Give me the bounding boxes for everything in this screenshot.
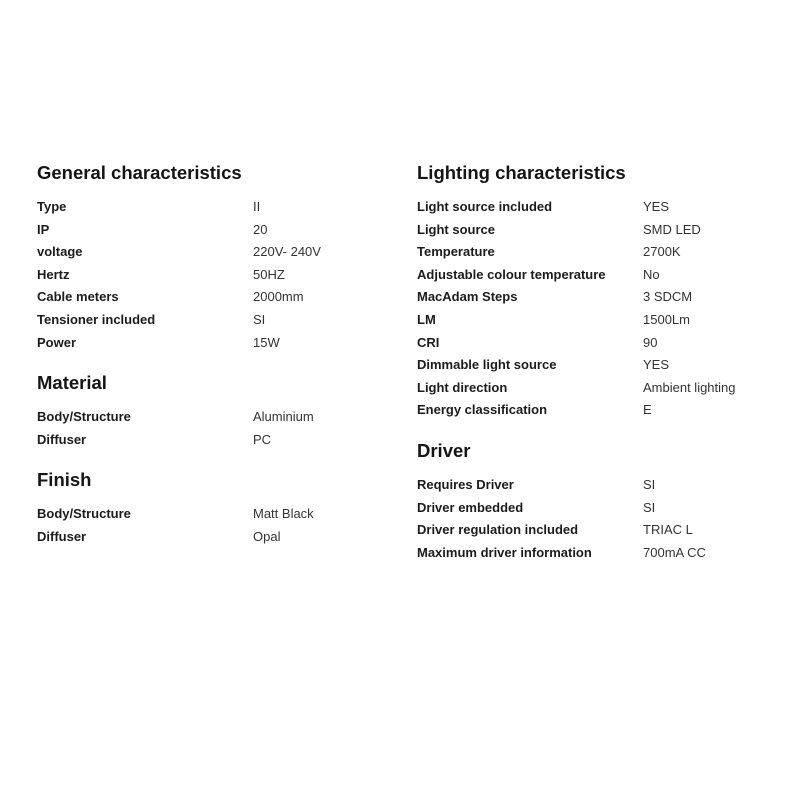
spec-value: YES [643, 199, 670, 214]
spec-label: voltage [37, 244, 83, 260]
spec-label: Light source [417, 221, 496, 237]
spec-label: Light direction [417, 379, 508, 395]
section-title: General characteristics [37, 162, 242, 183]
spec-value: Opal [253, 528, 281, 544]
spec-value: 2700K [643, 244, 681, 260]
spec-value: 90 [643, 334, 658, 350]
spec-label: Type [37, 199, 67, 214]
section-title: Material [37, 372, 107, 394]
spec-label: Power [37, 334, 77, 350]
spec-row [37, 332, 397, 355]
spec-label: MacAdam Steps [417, 289, 518, 305]
spec-value: II [253, 199, 261, 214]
spec-row [417, 309, 787, 332]
spec-row [417, 519, 787, 542]
spec-row [417, 219, 787, 242]
spec-row [37, 241, 397, 264]
spec-row [37, 309, 397, 332]
spec-value: No [643, 266, 660, 282]
spec-label: Energy classification [417, 402, 548, 418]
spec-row [417, 354, 787, 377]
spec-value: E [643, 402, 652, 418]
spec-row [417, 497, 787, 520]
spec-value: Matt Black [253, 506, 314, 522]
spec-label: Hertz [37, 266, 70, 282]
spec-row [37, 264, 397, 287]
spec-value: Ambient lighting [643, 379, 736, 395]
spec-label: Maximum driver information [417, 544, 592, 560]
spec-label: Driver embedded [417, 499, 524, 515]
section-title: Lighting characteristics [417, 162, 626, 183]
spec-value: YES [643, 357, 670, 373]
spec-value: 3 SDCM [643, 289, 693, 305]
spec-row [417, 474, 787, 497]
spec-label: Body/Structure [37, 409, 131, 425]
spec-row [417, 399, 787, 422]
driver-section [417, 438, 787, 564]
spec-label: Tensioner included [37, 311, 156, 327]
spec-label: Dimmable light source [417, 357, 557, 373]
spec-row [37, 219, 397, 242]
spec-row [37, 196, 397, 219]
spec-value: PC [253, 431, 272, 447]
lighting-characteristics-section [417, 160, 787, 422]
spec-row [417, 241, 787, 264]
right-column [417, 160, 787, 564]
spec-label: LM [417, 311, 436, 327]
spec-value: Aluminium [253, 409, 314, 425]
spec-label: Adjustable colour temperature [417, 266, 606, 282]
spec-value: SI [643, 499, 656, 515]
section-title: Driver [417, 439, 471, 461]
spec-label: Diffuser [37, 528, 87, 544]
material-section [37, 370, 397, 451]
spec-label: IP [37, 221, 50, 237]
spec-value: SI [643, 476, 656, 492]
spec-value: 20 [253, 221, 268, 237]
spec-row [37, 286, 397, 309]
spec-value: 700mA CC [643, 544, 706, 560]
spec-value: 15W [253, 334, 280, 350]
spec-label: Temperature [417, 244, 495, 260]
spec-row [417, 196, 787, 219]
spec-row [37, 503, 397, 526]
spec-label: Diffuser [37, 431, 87, 447]
spec-row [37, 526, 397, 549]
spec-label: Driver regulation included [417, 522, 579, 538]
spec-row [37, 429, 397, 452]
spec-value: 220V- 240V [253, 244, 321, 260]
spec-value: TRIAC L [643, 522, 693, 538]
spec-value: SI [253, 311, 266, 327]
spec-label: CRI [417, 334, 440, 350]
spec-row [417, 286, 787, 309]
spec-value: 1500Lm [643, 311, 690, 327]
spec-row [417, 542, 787, 565]
spec-label: Cable meters [37, 289, 119, 305]
spec-value: 2000mm [253, 289, 304, 305]
spec-label: Requires Driver [417, 476, 514, 492]
spec-value: 50HZ [253, 266, 285, 282]
general-characteristics-section [37, 160, 397, 354]
left-column [37, 160, 397, 549]
finish-section [37, 467, 397, 548]
spec-row [417, 377, 787, 400]
spec-label: Light source included [417, 199, 553, 214]
spec-row [37, 406, 397, 429]
spec-value: SMD LED [643, 221, 701, 237]
spec-row [417, 332, 787, 355]
section-title: Finish [37, 469, 92, 491]
spec-label: Body/Structure [37, 506, 131, 522]
spec-row [417, 264, 787, 287]
